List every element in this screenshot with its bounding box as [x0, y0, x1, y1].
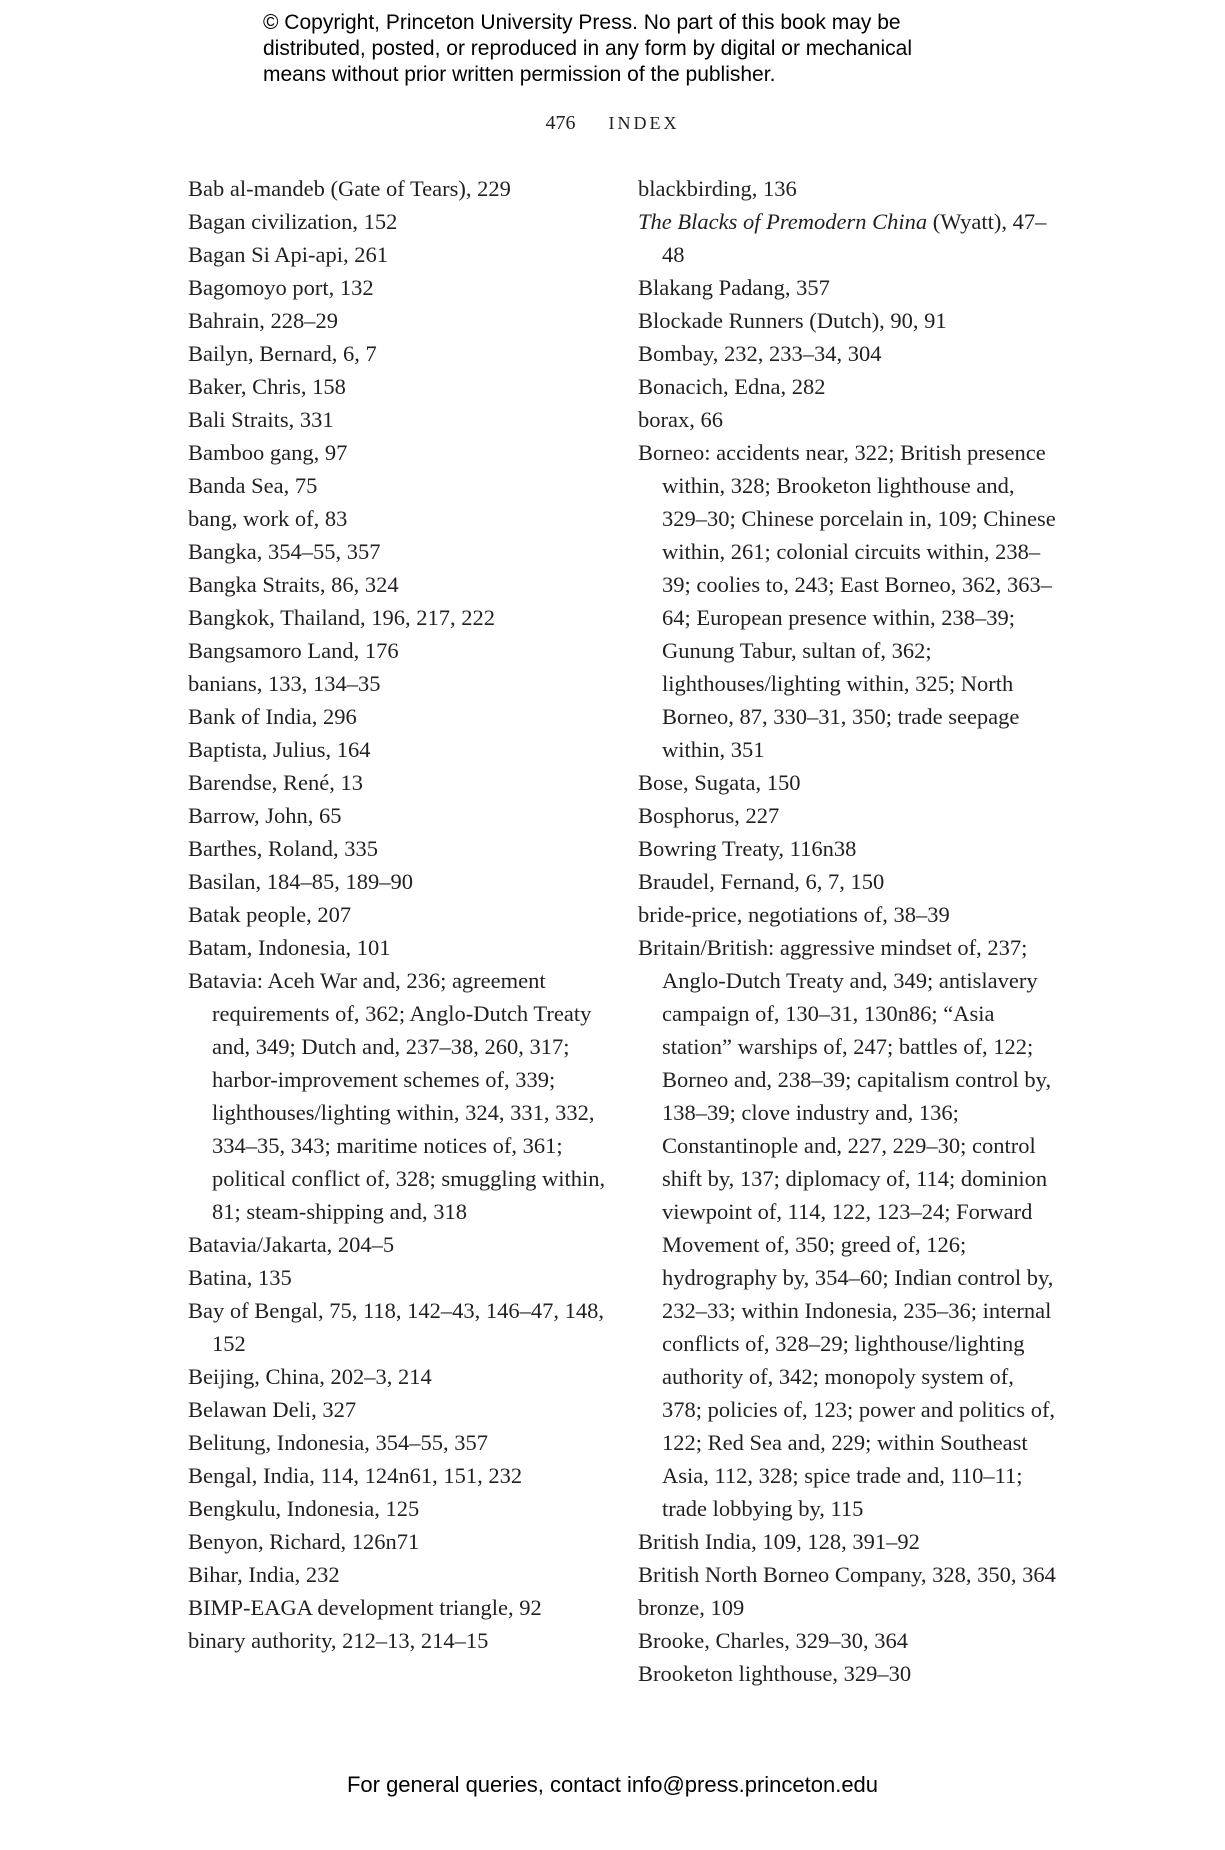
index-entry-text: Bagan Si Api-api, 261 [188, 242, 388, 267]
index-entry-text: British India, 109, 128, 391–92 [638, 1529, 920, 1554]
index-entry [188, 1525, 608, 1558]
index-entry [188, 1228, 608, 1261]
index-entry-text: Barendse, René, 13 [188, 770, 363, 795]
index-entry [638, 304, 1058, 337]
index-entry-text: Basilan, 184–85, 189–90 [188, 869, 413, 894]
index-entry-text: bride-price, negotiations of, 38–39 [638, 902, 950, 927]
index-entry-text: Beijing, China, 202–3, 214 [188, 1364, 432, 1389]
index-entry-text: Brooketon lighthouse, 329–30 [638, 1661, 912, 1686]
index-entry [188, 1492, 608, 1525]
copyright-notice [263, 10, 1023, 88]
index-entry-text: Barrow, John, 65 [188, 803, 342, 828]
index-entry [188, 370, 608, 403]
index-entry [638, 1624, 1058, 1657]
index-entry [188, 964, 608, 1228]
index-entry [188, 799, 608, 832]
index-entry-text: Benyon, Richard, 126n71 [188, 1529, 420, 1554]
index-entry-text: BIMP-EAGA development triangle, 92 [188, 1595, 542, 1620]
contact-footer: For general queries, contact info@press.princeton.edu [346, 1772, 879, 1797]
index-entry-text: Bose, Sugata, 150 [638, 770, 801, 795]
index-entry-text: Bosphorus, 227 [638, 803, 780, 828]
index-entry-text: Bamboo gang, 97 [188, 440, 348, 465]
index-entry [188, 667, 608, 700]
index-entry-text: Batak people, 207 [188, 902, 352, 927]
page-number: 476 [545, 112, 576, 134]
index-entry [188, 1261, 608, 1294]
index-entry [638, 766, 1058, 799]
index-column-right [638, 172, 1058, 1690]
index-entry [188, 1558, 608, 1591]
index-entry [188, 1294, 608, 1360]
index-entry-text: Braudel, Fernand, 6, 7, 150 [638, 869, 885, 894]
index-entry [638, 1657, 1058, 1690]
index-entry-text: Banda Sea, 75 [188, 473, 318, 498]
copyright-line: © Copyright, Princeton University Press. No part of this book may be [263, 11, 901, 34]
index-entry [188, 865, 608, 898]
index-entry-title: The Blacks of Premodern China [638, 209, 928, 234]
index-entry [188, 898, 608, 931]
index-entry-text: Blockade Runners (Dutch), 90, 91 [638, 308, 947, 333]
index-entry-text: Belitung, Indonesia, 354–55, 357 [188, 1430, 488, 1455]
index-entry-text: Bahrain, 228–29 [188, 308, 338, 333]
index-entry [188, 304, 608, 337]
index-entry [188, 502, 608, 535]
index-entry [638, 436, 1058, 766]
index-entry [188, 403, 608, 436]
index-entry [188, 931, 608, 964]
index-entry [188, 1591, 608, 1624]
index-entry [638, 205, 1058, 271]
index-entry [638, 337, 1058, 370]
index-entry [638, 1558, 1058, 1591]
index-entry [188, 568, 608, 601]
index-entry-text: bronze, 109 [638, 1595, 745, 1620]
index-entry [188, 205, 608, 238]
index-entry-text: Bombay, 232, 233–34, 304 [638, 341, 882, 366]
index-entry [188, 733, 608, 766]
index-entry-text: binary authority, 212–13, 214–15 [188, 1628, 489, 1653]
index-entry-text: Bagomoyo port, 132 [188, 275, 374, 300]
index-entry [188, 601, 608, 634]
index-entry [188, 337, 608, 370]
index-entry-text: Batavia: Aceh War and, 236; agreement requirements of, 362; Anglo-Dutch Treaty and, 349; Dutch and, 237–38, 260, 317; harbor-improvement schemes of, 339; lighthouses/lighting within, 324, 331, 332, 334–35, 343; maritime notices of, 361; political conflict of, 328; smuggling within, 81; steam-shipping and, 318 [188, 968, 606, 1224]
index-entry-text: Bengkulu, Indonesia, 125 [188, 1496, 420, 1521]
index-entry-text: borax, 66 [638, 407, 723, 432]
index-entry-text: Bay of Bengal, 75, 118, 142–43, 146–47, 148, 152 [188, 1298, 605, 1356]
index-entry-text: (Wyatt), 47–48 [662, 209, 1047, 267]
index-entry [188, 700, 608, 733]
index-entry-text: Bihar, India, 232 [188, 1562, 340, 1587]
index-entry-text: bang, work of, 83 [188, 506, 348, 531]
index-entry [188, 1624, 608, 1657]
copyright-line: means without prior written permission of the publisher. [263, 63, 776, 86]
index-entry-text: Bangka, 354–55, 357 [188, 539, 381, 564]
index-entry-text: blackbirding, 136 [638, 176, 797, 201]
index-entry-text: Bangkok, Thailand, 196, 217, 222 [188, 605, 496, 630]
index-entry [638, 370, 1058, 403]
section-title: INDEX [608, 113, 680, 133]
index-entry-text: Brooke, Charles, 329–30, 364 [638, 1628, 908, 1653]
index-entry [188, 535, 608, 568]
index-entry-text: Bab al-mandeb (Gate of Tears), 229 [188, 176, 511, 201]
index-entry [188, 271, 608, 304]
index-entry-text: Blakang Padang, 357 [638, 275, 830, 300]
index-entry [638, 832, 1058, 865]
index-entry-text: banians, 133, 134–35 [188, 671, 381, 696]
index-entry [188, 1360, 608, 1393]
index-entry [638, 271, 1058, 304]
index-column-left [188, 172, 608, 1657]
index-entry [188, 766, 608, 799]
index-entry [188, 832, 608, 865]
index-entry [638, 931, 1058, 1525]
index-entry [188, 1459, 608, 1492]
index-entry-text: Borneo: accidents near, 322; British presence within, 328; Brooketon lighthouse and, 329–30; Chinese porcelain in, 109; Chinese within, 261; colonial circuits within, 238–39; coolies to, 243; East Borneo, 362, 363–64; European presence within, 238–39; Gunung Tabur, sultan of, 362; lighthouses/lighting within, 325; North Borneo, 87, 330–31, 350; trade seepage within, 351 [638, 440, 1056, 762]
copyright-line: distributed, posted, or reproduced in any form by digital or mechanical [263, 37, 913, 60]
index-entry-text: Britain/British: aggressive mindset of, 237; Anglo-Dutch Treaty and, 349; antislavery campaign of, 130–31, 130n86; “Asia station” warships of, 247; battles of, 122; Borneo and, 238–39; capitalism control by, 138–39; clove industry and, 136; Constantinople and, 227, 229–30; control shift by, 137; diplomacy of, 114; dominion viewpoint of, 114, 122, 123–24; Forward Movement of, 350; greed of, 126; hydrography by, 354–60; Indian control by, 232–33; within Indonesia, 235–36; internal conflicts of, 328–29; lighthouse/lighting authority of, 342; monopoly system of, 378; policies of, 123; power and politics of, 122; Red Sea and, 229; within Southeast Asia, 112, 328; spice trade and, 110–11; trade lobbying by, 115 [638, 935, 1056, 1521]
index-entry-text: Belawan Deli, 327 [188, 1397, 357, 1422]
index-entry-text: Bengal, India, 114, 124n61, 151, 232 [188, 1463, 523, 1488]
index-entry [188, 1393, 608, 1426]
index-entry [638, 1591, 1058, 1624]
index-entry [188, 436, 608, 469]
index-entry-text: Batavia/Jakarta, 204–5 [188, 1232, 395, 1257]
index-entry-text: Bagan civilization, 152 [188, 209, 398, 234]
index-entry [638, 865, 1058, 898]
index-entry-text: Bonacich, Edna, 282 [638, 374, 826, 399]
index-entry-text: British North Borneo Company, 328, 350, 364 [638, 1562, 1056, 1587]
index-entry [188, 469, 608, 502]
index-entry [638, 799, 1058, 832]
index-entry-text: Bowring Treaty, 116n38 [638, 836, 857, 861]
index-entry-text: Baptista, Julius, 164 [188, 737, 371, 762]
index-entry [638, 1525, 1058, 1558]
index-entry-text: Bangsamoro Land, 176 [188, 638, 399, 663]
index-entry [188, 238, 608, 271]
index-entry-text: Baker, Chris, 158 [188, 374, 346, 399]
index-entry-text: Bali Straits, 331 [188, 407, 334, 432]
index-entry-text: Bangka Straits, 86, 324 [188, 572, 399, 597]
index-entry [638, 172, 1058, 205]
index-entry-text: Bailyn, Bernard, 6, 7 [188, 341, 377, 366]
index-entry [638, 898, 1058, 931]
index-entry-text: Batina, 135 [188, 1265, 292, 1290]
index-entry-text: Batam, Indonesia, 101 [188, 935, 391, 960]
index-entry-text: Barthes, Roland, 335 [188, 836, 378, 861]
index-entry [188, 1426, 608, 1459]
index-entry [188, 172, 608, 205]
running-head [0, 112, 1225, 135]
index-entry [638, 403, 1058, 436]
index-entry [188, 634, 608, 667]
index-entry-text: Bank of India, 296 [188, 704, 357, 729]
